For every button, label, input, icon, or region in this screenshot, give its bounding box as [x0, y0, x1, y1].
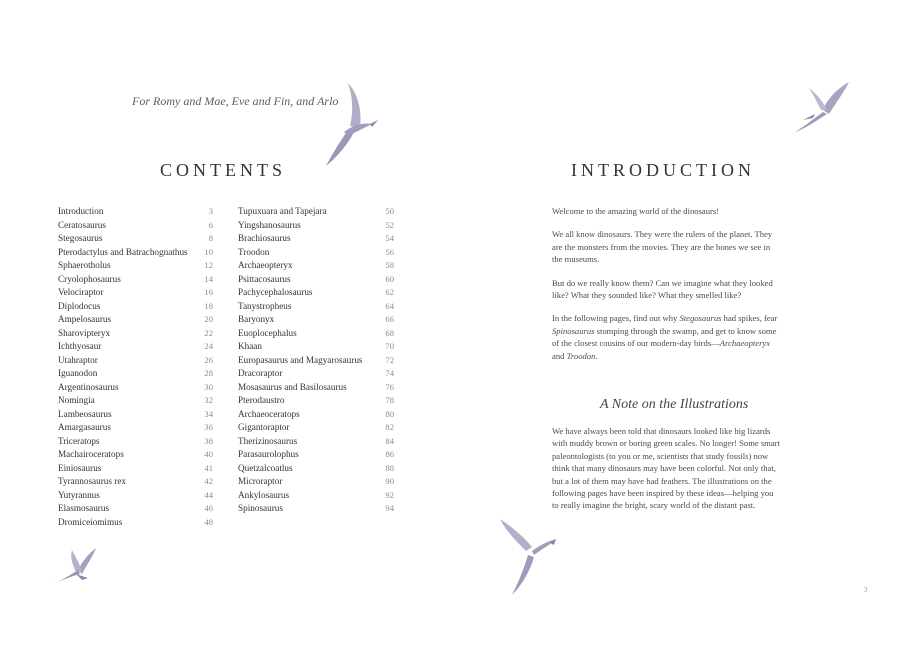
- intro-text-run: had spikes, fear: [721, 313, 778, 324]
- toc-entry-page: 40: [204, 449, 213, 459]
- pterosaur-illustration: [52, 546, 102, 588]
- toc-entry-page: 42: [204, 476, 213, 486]
- toc-entry-page: 56: [385, 246, 394, 257]
- toc-entry[interactable]: [58, 205, 213, 219]
- toc-entry-title: Microraptor: [238, 476, 283, 486]
- toc-entry[interactable]: [238, 354, 394, 368]
- toc-entry-title: Utahraptor: [58, 354, 98, 365]
- toc-entry-page: 68: [385, 327, 394, 338]
- toc-entry-title: Ampelosaurus: [58, 314, 112, 324]
- toc-entry-page: 38: [204, 435, 213, 446]
- contents-heading: CONTENTS: [160, 160, 286, 180]
- toc-entry-title: Amargasaurus: [58, 422, 111, 432]
- toc-entry[interactable]: [58, 367, 213, 381]
- toc-entry-page: 78: [385, 395, 394, 405]
- intro-paragraph: Welcome to the amazing world of the dinosaurs!: [552, 206, 720, 216]
- toc-entry-page: 8: [208, 233, 213, 243]
- toc-entry[interactable]: [238, 327, 394, 341]
- intro-paragraph: But do we really know them? Can we imagine what they looked like? What they sounded like? What they smelled like?: [552, 277, 773, 301]
- toc-entry-title: Pterodactylus and Batrachognathus: [58, 246, 188, 257]
- toc-entry-page: 58: [385, 260, 394, 270]
- toc-entry[interactable]: [238, 367, 394, 381]
- note-heading: A Note on the Illustrations: [600, 397, 749, 412]
- toc-entry-page: 50: [385, 206, 394, 216]
- toc-entry[interactable]: [238, 286, 394, 300]
- toc-entry[interactable]: [58, 394, 213, 408]
- toc-entry[interactable]: [58, 502, 213, 516]
- toc-entry-page: 24: [204, 341, 213, 351]
- toc-entry-title: Archaeoceratops: [238, 408, 300, 419]
- intro-text-run: and: [552, 350, 567, 361]
- toc-entry[interactable]: [58, 327, 213, 341]
- toc-entry[interactable]: [238, 259, 394, 273]
- pterosaur-illustration: [498, 515, 558, 597]
- toc-entry-page: 52: [385, 219, 394, 230]
- toc-entry[interactable]: [58, 354, 213, 368]
- toc-entry[interactable]: [238, 462, 394, 476]
- toc-entry-title: Velociraptor: [58, 287, 104, 297]
- pterosaur-illustration: [793, 80, 853, 134]
- toc-entry-title: Tupuxuara and Tapejara: [238, 206, 327, 216]
- toc-entry-page: 82: [385, 422, 394, 432]
- toc-entry-page: 54: [385, 233, 394, 243]
- toc-entry-page: 30: [204, 381, 213, 392]
- toc-entry[interactable]: [58, 462, 213, 476]
- toc-entry[interactable]: [238, 232, 394, 246]
- toc-entry-title: Gigantoraptor: [238, 422, 290, 432]
- toc-entry-title: Pterodaustro: [238, 395, 285, 405]
- toc-entry-page: 84: [385, 435, 394, 446]
- toc-entry-title: Dracoraptor: [238, 368, 283, 378]
- toc-entry-title: Tanystropheus: [238, 300, 292, 311]
- toc-entry-title: Introduction: [58, 206, 104, 216]
- toc-entry[interactable]: [58, 340, 213, 354]
- page-number: 3: [864, 586, 868, 594]
- toc-column-1: [58, 205, 213, 529]
- toc-column-2: [238, 205, 394, 516]
- toc-entry-page: 34: [204, 408, 213, 419]
- toc-entry-title: Lambeosaurus: [58, 408, 112, 419]
- toc-entry[interactable]: [238, 502, 394, 516]
- toc-entry-title: Tyrannosaurus rex: [58, 476, 126, 486]
- toc-entry-title: Khaan: [238, 341, 262, 351]
- toc-entry[interactable]: [238, 475, 394, 489]
- toc-entry[interactable]: [58, 273, 213, 287]
- toc-entry-page: 64: [385, 300, 394, 311]
- toc-entry-title: Parasaurolophus: [238, 449, 299, 459]
- toc-entry-page: 66: [385, 314, 394, 324]
- toc-entry-title: Quetzalcoatlus: [238, 462, 293, 473]
- toc-entry[interactable]: [58, 516, 213, 530]
- toc-entry[interactable]: [238, 394, 394, 408]
- toc-entry[interactable]: [238, 246, 394, 260]
- toc-entry-title: Cryolophosaurus: [58, 273, 121, 284]
- toc-entry-page: 3: [208, 206, 213, 216]
- toc-entry-title: Argentinosaurus: [58, 381, 119, 392]
- toc-entry-title: Spinosaurus: [238, 503, 283, 513]
- toc-entry-title: Baryonyx: [238, 314, 275, 324]
- toc-entry-title: Euoplocephalus: [238, 327, 297, 338]
- toc-entry-title: Diplodocus: [58, 300, 101, 311]
- toc-entry-page: 90: [385, 476, 394, 486]
- toc-entry-title: Europasaurus and Magyarosaurus: [238, 354, 363, 365]
- toc-entry[interactable]: [238, 313, 394, 327]
- toc-entry[interactable]: [58, 421, 213, 435]
- toc-entry-title: Dromiceiomimus: [58, 516, 123, 527]
- introduction-text: [552, 205, 780, 373]
- intro-text-run: .: [595, 350, 598, 361]
- toc-entry-page: 72: [385, 354, 394, 365]
- toc-entry[interactable]: [58, 259, 213, 273]
- toc-entry-title: Machairoceratops: [58, 449, 124, 459]
- toc-entry-title: Psittacosaurus: [238, 273, 291, 284]
- toc-entry-title: Ankylosaurus: [238, 489, 290, 500]
- toc-entry[interactable]: [238, 381, 394, 395]
- dedication: For Romy and Mae, Eve and Fin, and Arlo: [132, 94, 339, 108]
- toc-entry-title: Sharovipteryx: [58, 327, 111, 338]
- toc-entry-page: 46: [204, 503, 213, 513]
- toc-entry-title: Yingshanosaurus: [238, 219, 301, 230]
- toc-entry-title: Stegosaurus: [58, 233, 103, 243]
- toc-entry[interactable]: [58, 489, 213, 503]
- intro-paragraph: [552, 312, 780, 362]
- toc-entry[interactable]: [238, 219, 394, 233]
- toc-entry-page: 86: [385, 449, 394, 459]
- toc-entry[interactable]: [58, 435, 213, 449]
- toc-entry-title: Yutyrannus: [58, 489, 100, 500]
- intro-text-run: In the following pages, find out why: [552, 313, 680, 324]
- toc-entry-title: Archaeopteryx: [238, 260, 293, 270]
- toc-entry-page: 88: [385, 462, 394, 473]
- toc-entry-title: Ceratosaurus: [58, 219, 106, 230]
- toc-entry[interactable]: [238, 435, 394, 449]
- toc-entry[interactable]: [58, 246, 213, 260]
- dinosaur-name: Troodon: [566, 350, 596, 361]
- toc-entry[interactable]: [238, 421, 394, 435]
- introduction-page: [450, 0, 900, 660]
- toc-entry[interactable]: [238, 340, 394, 354]
- toc-entry-page: 62: [385, 287, 394, 297]
- toc-entry[interactable]: [238, 205, 394, 219]
- toc-entry[interactable]: [238, 489, 394, 503]
- toc-entry-title: Ichthyosaur: [58, 341, 102, 351]
- toc-entry-title: Sphaerotholus: [58, 260, 111, 270]
- toc-entry-page: 44: [204, 489, 213, 500]
- toc-entry-title: Iguanodon: [58, 368, 98, 378]
- toc-entry[interactable]: [58, 232, 213, 246]
- toc-entry-page: 12: [204, 260, 213, 270]
- toc-entry[interactable]: [58, 286, 213, 300]
- toc-entry[interactable]: [238, 408, 394, 422]
- toc-entry-page: 14: [204, 273, 213, 284]
- toc-entry-page: 60: [385, 273, 394, 284]
- toc-entry-page: 41: [204, 462, 213, 473]
- toc-entry-page: 80: [385, 408, 394, 419]
- toc-entry[interactable]: [238, 273, 394, 287]
- toc-entry[interactable]: [238, 448, 394, 462]
- toc-entry-page: 26: [204, 354, 213, 365]
- toc-entry[interactable]: [58, 219, 213, 233]
- toc-entry-page: 6: [208, 219, 213, 230]
- toc-entry[interactable]: [58, 408, 213, 422]
- toc-entry-page: 74: [385, 368, 394, 378]
- toc-entry-page: 28: [204, 368, 213, 378]
- dinosaur-name: Archaeopteryx: [719, 338, 771, 349]
- toc-entry-page: 36: [204, 422, 213, 432]
- toc-entry-title: Pachycephalosaurus: [238, 287, 313, 297]
- toc-entry-page: 70: [385, 341, 394, 351]
- toc-entry-page: 92: [385, 489, 394, 500]
- note-paragraph: We have always been told that dinosaurs looked like big lizards with muddy brown or boring green scales. No longer! Some smart paleontologists (to you or me, scientists that study fossils) now think that many dinosaurs may have been colorful. Not only that, but a lot of them may have had feathers. The illustrations on the following pages have been inspired by these ideas—helping you to really imagine the bright, scary world of the distant past.: [552, 426, 780, 511]
- toc-entry-title: Therizinosaurus: [238, 435, 298, 446]
- toc-entry-page: 48: [204, 516, 213, 527]
- toc-entry-title: Einiosaurus: [58, 462, 102, 473]
- toc-entry-title: Nomingia: [58, 395, 95, 405]
- toc-entry[interactable]: [58, 381, 213, 395]
- toc-entry-page: 10: [204, 246, 213, 257]
- toc-entry[interactable]: [58, 300, 213, 314]
- toc-entry[interactable]: [238, 300, 394, 314]
- note-text: [552, 425, 780, 512]
- toc-entry-page: 32: [204, 395, 213, 405]
- intro-paragraph: We all know dinosaurs. They were the rulers of the planet. They are the monsters from the movies. They are the bones we see in the museums.: [552, 229, 773, 265]
- toc-entry-page: 16: [204, 287, 213, 297]
- toc-entry-title: Troodon: [238, 246, 270, 257]
- toc-entry-page: 18: [204, 300, 213, 311]
- toc-entry-title: Mosasaurus and Basilosaurus: [238, 381, 347, 392]
- intro-text-run: stomping through the swamp, and get to know some of the closest cousins of our modern-day birds—: [552, 325, 777, 349]
- toc-entry[interactable]: [58, 448, 213, 462]
- toc-entry[interactable]: [58, 313, 213, 327]
- toc-entry-page: 94: [385, 503, 394, 513]
- introduction-heading: INTRODUCTION: [571, 160, 755, 180]
- toc-entry-page: 22: [204, 327, 213, 338]
- toc-entry-title: Brachiosaurus: [238, 233, 291, 243]
- toc-entry-page: 20: [204, 314, 213, 324]
- toc-entry-title: Elasmosaurus: [58, 503, 110, 513]
- dinosaur-name: Spinosaurus: [552, 325, 595, 336]
- dinosaur-name: Stegosaurus: [679, 313, 722, 324]
- toc-entry-page: 76: [385, 381, 394, 392]
- toc-entry[interactable]: [58, 475, 213, 489]
- toc-entry-title: Triceratops: [58, 435, 100, 446]
